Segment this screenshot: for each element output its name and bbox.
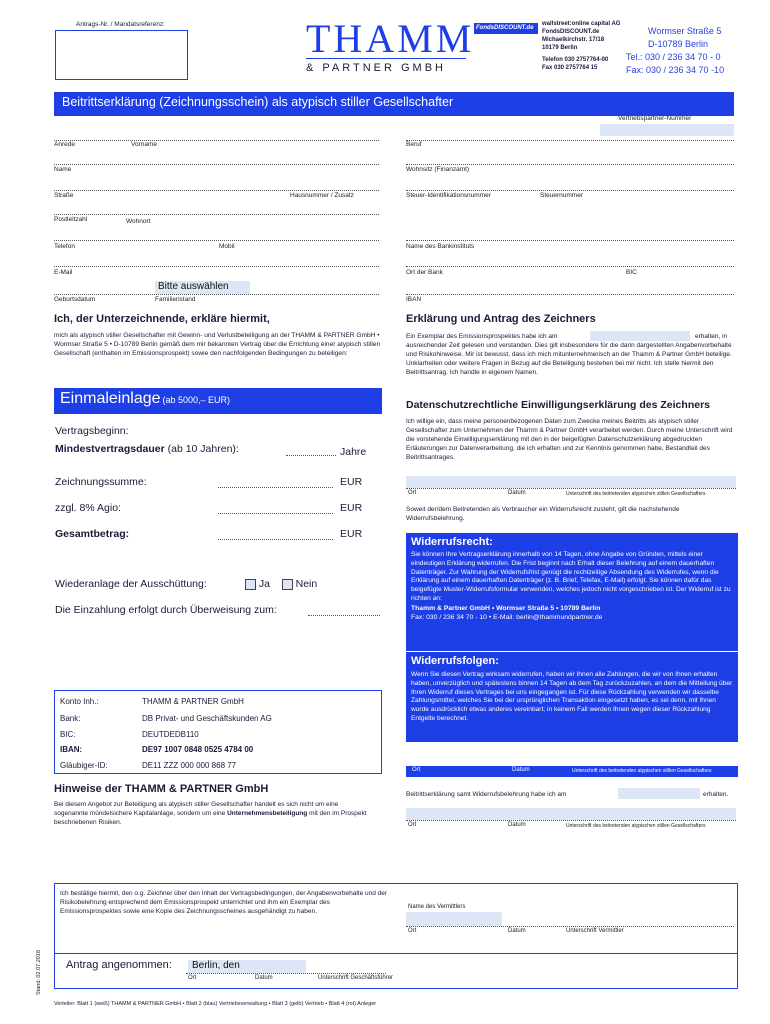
zeichnungssumme-label: Zeichnungssumme: [55,476,147,488]
company-address: Wormser Straße 5 D-10789 Berlin [648,26,722,49]
widerrufsrecht-title: Widerrufsrecht: [411,536,493,548]
steuer-id-label: Steuer-Identifikationsnummer [406,192,491,199]
bank-key-2: BIC: [60,730,76,739]
widerruf-contact: Fax: 030 / 236 34 70 - 10 • E-Mail: berlin@thammundpartner.de [411,613,603,621]
einzahlung-label: Die Einzahlung erfolgt durch Überweisung zum: [55,604,277,616]
berlin-den-field[interactable]: Berlin, den [188,960,306,973]
widerrufsrecht-box [406,533,738,651]
einmaleinlage-title: Einmaleinlage [60,390,161,407]
nein-label: Nein [295,578,318,590]
vertriebspartner-field[interactable] [600,124,734,136]
ort-5: Ort [188,975,197,981]
zeichnungssumme-field[interactable] [218,487,333,488]
jahre-label: Jahre [340,446,367,458]
iban-label: IBAN [406,296,422,303]
datum-4: Datum [508,928,526,934]
erklaerung-text-2: erhalten, in [695,333,728,340]
left-heading: Ich, der Unterzeichnende, erkläre hiermit, [54,313,270,325]
unterschrift-3: Unterschrift des beitretenden atypischen stillen Gesellschafters [566,823,706,829]
datenschutz-text: Ich willige ein, dass meine personenbezogenen Daten zum Zwecke meines Beitritts als atypisch stiller Gesellschafter zum Unternehmen der Thamm & Partner GmbH verarbeitet werden. Durch meine Unterschrift wird die vorstehende Einwilligungserklärung mit den in der beigefügten Datenschutzerklärung abgedruckten Erläuterungen zur Datenverarbeitung, die ich erhalten und zur Kenntnis genommen habe, Bestandteil des Beitrittsantrages. [406,418,733,461]
ort-2: Ort [412,767,421,773]
vorname-label: Vorname [131,141,158,148]
vermittler-field[interactable] [406,912,502,926]
partner-contact: Telefon 030 2757764-00 Fax 030 2757764 15 [542,57,609,71]
familienstand-select[interactable]: Bitte auswählen [155,281,250,294]
samt-text-1: Beitrittserklärung samt Widerrufsbelehrung habe ich am [406,791,567,798]
form-title: Beitrittserklärung (Zeichnungsschein) als atypisch stiller Gesellschafter [54,92,734,116]
telefon-label: Telefon [54,243,75,250]
bank-val-1: DB Privat- und Geschäftskunden AG [142,714,272,723]
partner-address: wallstreet:online capital AG FondsDISCOUNT.de Michaelkirchstr. 17/18 10179 Berlin [542,21,621,51]
ort-bank-label: Ort der Bank [406,269,443,276]
stand-label: Stand: 02.07.2018 [36,950,42,995]
bank-key-1: Bank: [60,714,81,723]
wiederanlage-label: Wiederanlage der Ausschüttung: [55,578,207,590]
agio-field[interactable] [218,513,333,514]
eur-3: EUR [340,528,363,540]
bank-val-3: DE97 1007 0848 0525 4784 00 [142,745,254,754]
antrag-angenommen-label: Antrag angenommen: [66,959,172,971]
email-label: E-Mail [54,269,73,276]
ort-3: Ort [408,822,417,828]
samt-date-field[interactable] [618,788,700,799]
wiederanlage-nein-checkbox[interactable] [282,579,293,590]
company-logo: THAMM [306,16,475,61]
vertragsbeginn-label: Vertragsbeginn: [55,425,129,437]
samt-text-2: erhalten. [703,791,729,798]
vertriebspartner-label: Vertriebspartner-Nummer [618,115,692,122]
unterschrift-2: Unterschrift des beitretenden atypischen stillen Gesellschafters [572,768,712,774]
ort-4: Ort [408,928,417,934]
mobil-label: Mobil [219,243,235,250]
datenschutz-signature-field[interactable] [406,476,736,488]
unterschrift-1: Unterschrift des beitretenden atypischen stillen Gesellschafters [566,491,706,497]
left-text: mich als atypisch stiller Gesellschafter mit Gewinn- und Verlustbeteiligung an der THAMM & PARTNER GmbH • Wormser Straße 5 • D-10789 Berlin gemäß dem mir bekannten Vertrag über die Errichtung einer atypisch stillen Gesellschaft (enthalten im Emissionsprospekt) sowie den nachfolgenden Bedingungen zu beteiligen: [54,332,381,357]
wohnsitz-label: Wohnsitz (Finanzamt) [406,166,470,173]
confirm-text: Ich bestätige hiermit, den o.g. Zeichner über den Inhalt der Vertragsbedingungen, der Angabenvorbehalte und der Risikobelehrung entsprechend dem Emissionsprospekt unterrichtet und ihm ein Exemplar des Emissionsprospektes sowie eine Kopie des Zeichnungsscheines ausgehändigt zu haben. [60,890,388,915]
familienstand-label: Familienstand [155,296,196,303]
einmaleinlage-banner [54,388,382,414]
datum-5: Datum [255,975,273,981]
datum-1: Datum [508,490,526,496]
datum-3: Datum [508,822,526,828]
vermittler-label: Name des Vermittlers [408,904,466,910]
mindestdauer-field[interactable] [286,455,336,456]
widerrufsrecht-text: Sie können Ihre Vertragserklärung innerhalb von 14 Tagen, ohne Angabe von Gründen, mittels einer eindeutigen Erklärung widerrufen. Die Frist beginnt nach Erhalt dieser Belehrung auf einem dauerhaften Datenträger. Zur Wahrung der Widerrufsfrist genügt die rechtzeitige Absendung des Widerrufes, wenn die Erklärung auf einem dauerhaften Datenträger (z. B. Brief, Telefax, E-Mail) erfolgt. Sie können dafür das beigefügte Muster-Widerrufsformular verwenden, welches jedoch nicht vorgeschrieben ist. Der Widerruf ist zu richten an: [411,551,731,602]
agio-label: zzgl. 8% Agio: [55,502,121,514]
gesamtbetrag-field[interactable] [218,539,333,540]
ja-label: Ja [258,578,271,590]
plz-label: Postleitzahl [54,216,88,223]
widerrufsfolgen-title: Widerrufsfolgen: [411,655,499,667]
erklaerung-title: Erklärung und Antrag des Zeichners [406,313,596,325]
antrag-nr-field[interactable] [55,30,188,80]
mindestvertragsdauer-label: Mindestvertragsdauer (ab 10 Jahren): [55,443,239,455]
datenschutz-title: Datenschutzrechtliche Einwilligungserklärung des Zeichners [406,399,710,411]
bank-key-0: Konto Inh.: [60,697,99,706]
ort-1: Ort [408,490,417,496]
datum-2: Datum [512,767,530,773]
erklaerung-text-3: ausreichender Zeit gelesen und verstanden. Dies gilt insbesondere für die darin dargestellten Angabenvorbehalte und Risikohinweise. Mir ist bewusst, dass ich mich mitunternehmerisch an der Thamm & Partner GmbH beteilige. Unklarheiten oder weitere Fragen in Bezug auf die Beteiligung bestehen bei mir nicht. Ich stelle hiermit den Beitrittsantrag. Ich handle in eigenem Namen. [406,342,732,376]
bank-val-4: DE11 ZZZ 000 000 868 77 [142,761,237,770]
verteiler-text: Verteiler: Blatt 1 (weiß) THAMM & PARTNER GmbH • Blatt 2 (blau) Vertriebsverwaltung • Blatt 3 (gelb) Vertrieb • Blatt 4 (rot) Anleger [54,1001,377,1007]
logo-rule [306,58,466,59]
widerruf-address: Thamm & Partner GmbH • Wormser Straße 5 • 10789 Berlin [411,604,601,612]
wiederanlage-ja-checkbox[interactable] [245,579,256,590]
anrede-label: Anrede [54,141,75,148]
gesamtbetrag-label: Gesamtbetrag: [55,528,130,540]
beruf-label: Beruf [406,141,422,148]
bank-key-3: IBAN: [60,745,83,754]
hausnummer-label: Hausnummer / Zusatz [290,192,354,199]
einzahlung-field[interactable] [308,615,380,616]
einmaleinlage-sub: (ab 5000,– EUR) [162,395,231,405]
antrag-nr-label: Antrags-Nr. / Mandatsreferenz: [76,21,165,28]
hinweise-text: Bei diesem Angebot zur Beteiligung als atypisch stiller Gesellschafter handelt es sich nicht um eine sogenannte mündelsichere Kapitalanlage, sondern um eine Unternehmensbeteiligung mit den im Prospekt beschriebenen Risiken. [54,801,367,826]
bank-key-4: Gläubiger-ID: [60,761,108,770]
steuernummer-label: Steuernummer [540,192,583,199]
erklaerung-text-1: Ein Exemplar des Emissionsprospektes habe ich am [406,333,558,340]
strasse-label: Straße [54,192,74,199]
eur-1: EUR [340,476,363,488]
name-label: Name [54,166,72,173]
company-phone: Tel.: 030 / 236 34 70 - 0 Fax: 030 / 236 34 70 -10 [626,52,725,75]
wiederanlage-options [245,578,317,590]
hinweise-title: Hinweise der THAMM & PARTNER GmbH [54,783,269,795]
wohnort-label: Wohnort [126,218,151,225]
bic-label: BIC [626,269,637,276]
soweit-text: Soweit der/dem Beitretenden als Verbraucher ein Widerrufsrecht zusteht, gilt die nachstehende Widerrufsbelehrung. [406,506,680,522]
company-logo-sub: & PARTNER GMBH [306,62,446,74]
bankinstitut-label: Name des Bankinstituts [406,243,475,250]
widerruf-signature-field[interactable] [406,742,738,766]
bank-val-2: DEUTDEDB110 [142,730,199,739]
eur-2: EUR [340,502,363,514]
bank-val-0: THAMM & PARTNER GmbH [142,697,244,706]
unterschrift-vermittler: Unterschrift Vermittler [566,928,624,934]
geburtsdatum-label: Geburtsdatum [54,296,96,303]
prospekt-date-field[interactable] [590,331,690,341]
unterschrift-gf: Unterschrift Geschäftsführer [318,975,394,981]
partner-badge: FondsDISCOUNT.de [474,23,538,34]
samt-signature-field[interactable] [406,808,736,820]
widerrufsfolgen-text: Wenn Sie diesen Vertrag wirksam widerrufen, haben wir Ihnen alle Zahlungen, die wir von Ihnen erhalten haben, unverzüglich und spätestens binnen 14 Tagen ab dem Tag zurückzuzahlen, an dem die Mitteilung über Ihren Widerruf dieses Vertrages bei uns eingegangen ist. Für diese Rückzahlung verwenden wir dasselbe Zahlungsmittel, welches Sie bei der ursprünglichen Transaktion eingesetzt haben, es sei denn, mit Ihnen wurde ausdrücklich etwas anderes vereinbart; in keinem Fall werden Ihnen wegen dieser Rückzahlung Entgelte berechnet. [411,671,733,722]
